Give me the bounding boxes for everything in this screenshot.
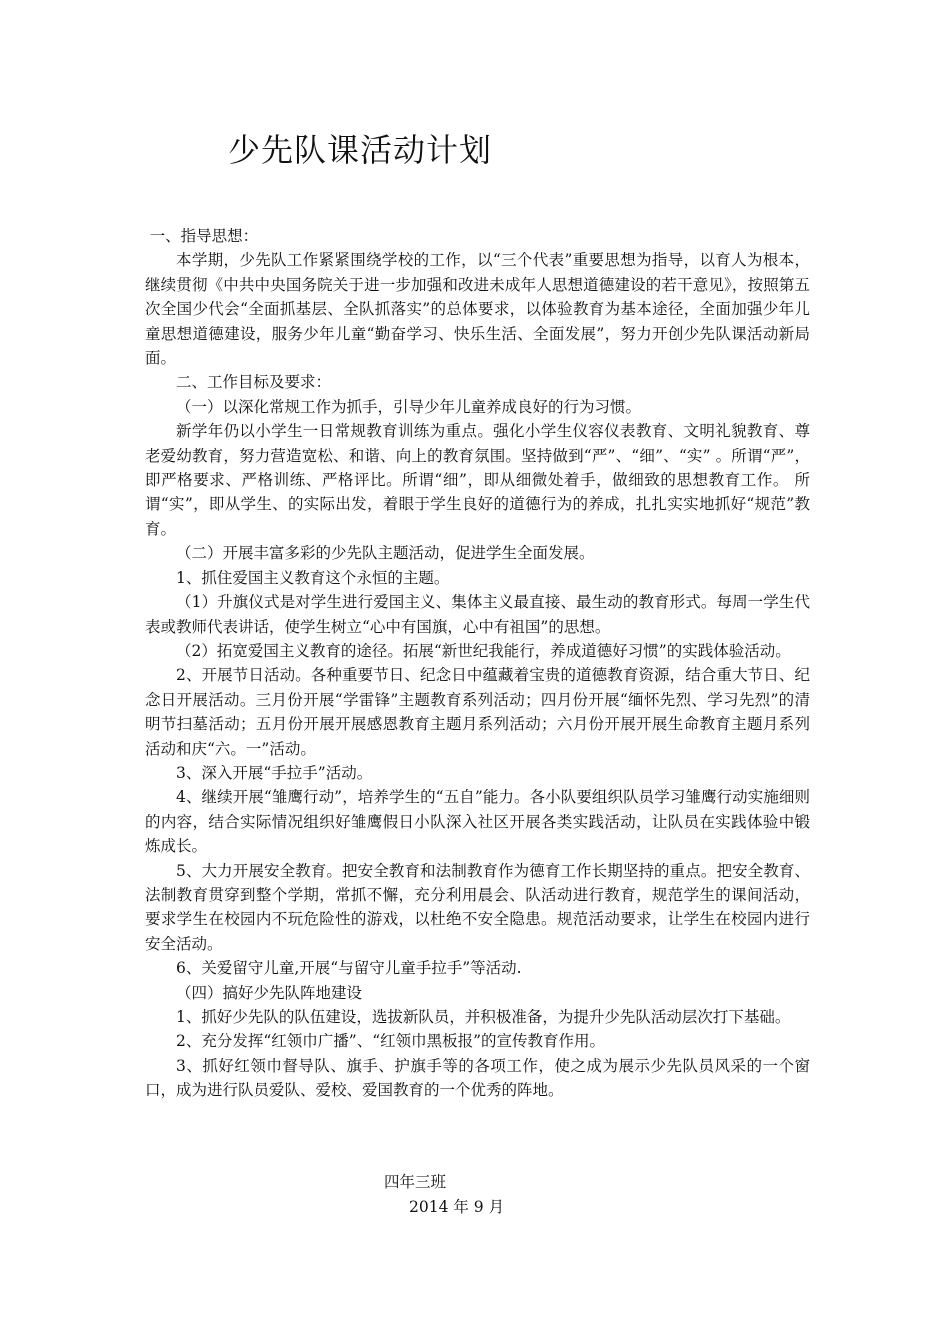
list-item: 2、充分发挥“红领巾广播”、“红领巾黑板报”的宣传教育作用。	[176, 1032, 606, 1051]
list-item: 1、抓住爱国主义教育这个永恒的主题。	[176, 568, 450, 587]
list-item: 5、大力开展安全教育。把安全教育和法制教育作为德育工作长期坚持的重点。把安全教育、法制教育贯穿到整个学期，常抓不懈，充分利用晨会、队活动进行教育，规范学生的课间活动，要求学生在校园内不玩危险性的游戏，以杜绝不安全隐患。规范活动要求，让学生在校园内进行安全活动。	[145, 861, 810, 953]
document-title: 少先队课活动计划	[228, 131, 493, 169]
list-item: 2、开展节日活动。各种重要节日、纪念日中蕴藏着宝贵的道德教育资源，结合重大节日、纪念日开展活动。三月份开展“学雷锋”主题教育系列活动；四月份开展“缅怀先烈、学习先烈”的清明节扫墓活动；五月份开展开展感恩教育主题月系列活动；六月份开展开展生命教育主题月系列活动和庆“六。一”活动。	[145, 666, 810, 758]
list-item: 4、继续开展“雏鹰行动”，培养学生的“五自”能力。各小队要组织队员学习雏鹰行动实施细则的内容，结合实际情况组织好雏鹰假日小队深入社区开展各类实践活动，让队员在实践体验中锻炼成长。	[145, 788, 810, 856]
list-item: 1、抓好少先队的队伍建设，选拔新队员，并积极准备，为提升少先队活动层次打下基础。	[176, 1008, 791, 1026]
subsection-heading: （二）开展丰富多彩的少先队主题活动，促进学生全面发展。	[176, 544, 595, 563]
list-item: 3、抓好红领巾督导队、旗手、护旗手等的各项工作，使之成为展示少先队员风采的一个窗口，成为进行队员爱队、爱校、爱国教育的一个优秀的阵地。	[145, 1056, 810, 1100]
list-item: 3、深入开展“手拉手”活动。	[176, 763, 373, 782]
paragraph: 本学期，少先队工作紧紧围绕学校的工作，以“三个代表”重要思想为指导，以育人为根本，继续贯彻《中共中央国务院关于进一步加强和改进未成年人思想道德建设的若干意见》，按照第五次全国少代会“全面抓基层、全队抓落实”的总体要求，以体验教育为基本途径，全面加强少年儿童思想道德建设，服务少年儿童“勤奋学习、快乐生活、全面发展”，努力开创少先队课活动新局面。	[145, 251, 810, 368]
list-item: （1）升旗仪式是对学生进行爱国主义、集体主义最直接、最生动的教育形式。每周一学生代表或教师代表讲话，使学生树立“心中有国旗，心中有祖国”的思想。	[145, 593, 810, 636]
document-body	[145, 224, 810, 1103]
list-item: 6、关爱留守儿童,开展“与留守儿童手拉手”等活动.	[176, 959, 522, 978]
section-heading-goals: 二、工作目标及要求：	[176, 373, 332, 392]
paragraph: 新学年仍以小学生一日常规教育训练为重点。强化小学生仪容仪表教育、文明礼貌教育、尊老爱幼教育，努力营造宽松、和谐、向上的教育氛围。坚持做到“严”、“细”、“实” 。所谓“严”，即严格要求、严格训练、严格评比。所谓“细”，即从细微处着手，做细致的思想教育工作。 所谓“实”，即从学生、的实际出发，着眼于学生良好的道德行为的养成，扎扎实实地抓好“规范”教育。	[145, 422, 810, 538]
subsection-heading: （一）以深化常规工作为抓手，引导少年儿童养成良好的行为习惯。	[176, 397, 642, 416]
signature-class: 四年三班	[384, 1173, 447, 1191]
list-item: （2）拓宽爱国主义教育的途径。拓展“新世纪我能行，养成道德好习惯”的实践体验活动。	[176, 641, 791, 660]
section-heading-guiding-thought: 一、指导思想：	[149, 227, 259, 245]
signature-date: 2014 年 9 月	[409, 1198, 505, 1216]
subsection-heading: （四）搞好少先队阵地建设	[176, 983, 363, 1002]
